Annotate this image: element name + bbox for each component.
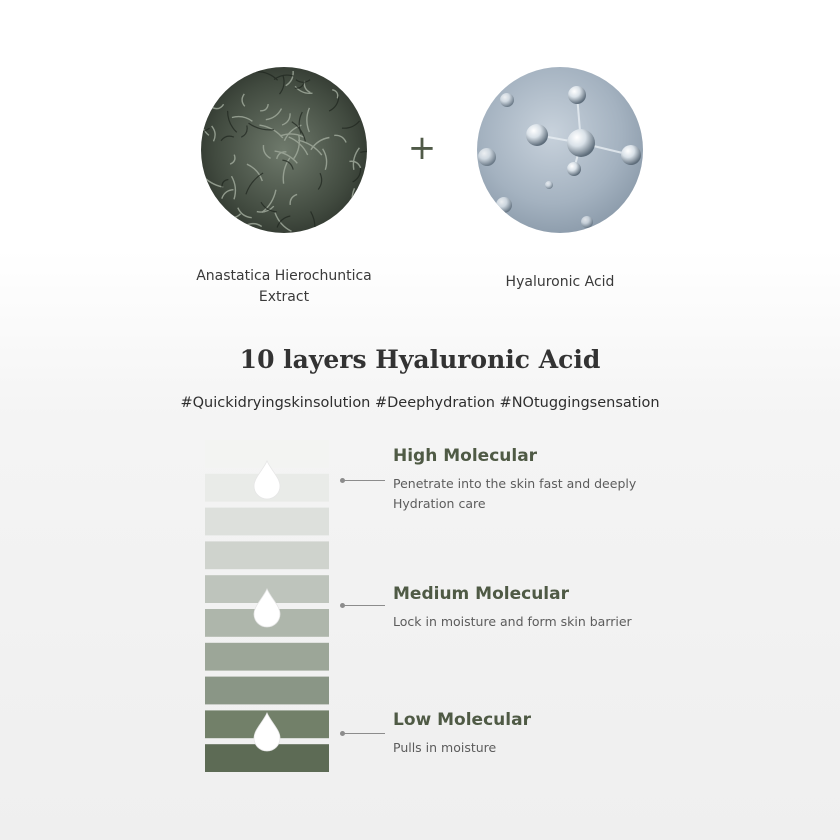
fern-frond [201,71,205,93]
anastatica-extract-label: Anastatica Hierochuntica Extract [196,268,372,305]
medium-molecular-desc: Lock in moisture and form skin barrier [393,614,632,629]
page-title: 10 layers Hyaluronic Acid [239,345,601,374]
fern-frond [214,213,224,219]
high-molecular-desc: Penetrate into the skin fast and deeply Hydration care [393,476,637,511]
medium-molecular-title: Medium Molecular [393,584,569,604]
anastatica-extract-photo [201,67,367,233]
hashtags: #Quickidryingskinsolution #Deephydration #NOtuggingsensation [180,395,660,411]
low-molecular-desc: Pulls in moisture [393,740,497,755]
hyaluronic-acid-label: Hyaluronic Acid [505,274,615,290]
hyaluronic-layer-stack [205,440,329,772]
hyaluronic-layer [205,541,329,569]
high-molecular-title: High Molecular [393,446,538,466]
fern-frond [328,224,348,233]
hyaluronic-layer [205,508,329,536]
callout-line-high [343,480,385,481]
hyaluronic-layer [205,677,329,705]
fern-frond [229,73,238,78]
hyaluronic-layer [205,643,329,671]
plus-sign: + [407,128,437,168]
callout-line-low [343,733,385,734]
low-molecular-title: Low Molecular [393,710,531,730]
callout-line-medium [343,605,385,606]
hyaluronic-acid-photo [477,67,643,233]
fern-frond [216,231,229,233]
